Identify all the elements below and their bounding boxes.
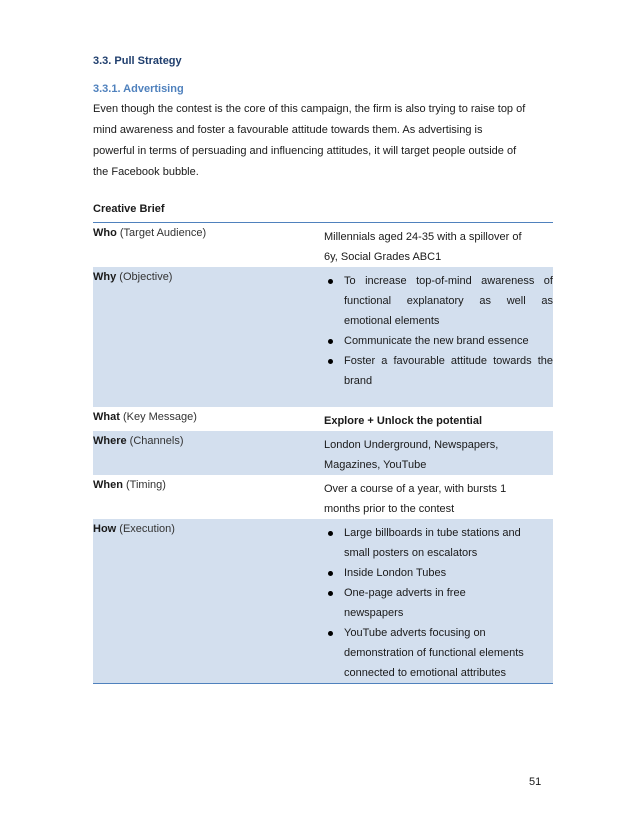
bullet-icon <box>328 571 333 576</box>
table-row <box>93 223 553 268</box>
list-item <box>324 331 553 351</box>
bullet-list <box>324 523 553 683</box>
bullet-icon <box>328 279 333 284</box>
row-value <box>318 223 553 268</box>
row-value <box>318 519 553 684</box>
list-item <box>324 351 553 391</box>
paragraph-line: the Facebook bubble. <box>93 166 199 178</box>
list-item <box>324 563 525 583</box>
row-label <box>93 223 318 268</box>
row-label <box>93 407 318 431</box>
bullet-list <box>324 271 553 391</box>
section-heading: 3.3. Pull Strategy <box>93 55 182 67</box>
paragraph-line: mind awareness and foster a favourable attitude towards them. As advertising is <box>93 124 483 136</box>
value-line: months prior to the contest <box>324 503 455 515</box>
row-label-detail: (Key Message) <box>119 411 197 423</box>
list-item-text: Communicate the new brand essence <box>344 335 529 347</box>
row-label-key: Where <box>93 435 127 447</box>
row-label-key: What <box>93 411 120 423</box>
creative-brief-table <box>93 222 553 684</box>
paragraph-line: Even though the contest is the core of this campaign, the firm is also trying to raise top of <box>93 103 526 115</box>
value-line: Over a course of a year, with bursts 1 <box>324 483 507 495</box>
list-item <box>324 523 525 563</box>
list-item-text: To increase top-of-mind awareness of functional explanatory as well as emotional elements <box>344 275 553 327</box>
value-line: Magazines, YouTube <box>324 459 427 471</box>
row-value <box>318 407 553 431</box>
row-label <box>93 267 318 407</box>
value-line: 6y, Social Grades ABC1 <box>324 251 442 263</box>
row-label-detail: (Target Audience) <box>116 227 207 239</box>
creative-brief-title: Creative Brief <box>93 203 165 215</box>
row-label-key: How <box>93 523 117 535</box>
table-row <box>93 431 553 475</box>
table-row <box>93 267 553 407</box>
value-line: London Underground, Newspapers, <box>324 439 499 451</box>
table-row <box>93 519 553 684</box>
row-value <box>318 431 553 475</box>
row-label-detail: (Execution) <box>116 523 175 535</box>
row-label-detail: (Objective) <box>116 271 173 283</box>
list-item <box>324 271 553 331</box>
list-item <box>324 623 525 683</box>
key-message: Explore + Unlock the potential <box>324 415 483 427</box>
list-item-text: YouTube adverts focusing on demonstration of functional elements connected to emotional attributes <box>344 627 524 679</box>
body-paragraph <box>93 99 553 183</box>
list-item-text: One-page adverts in free newspapers <box>344 587 466 619</box>
bullet-icon <box>328 531 333 536</box>
list-item-text: Large billboards in tube stations and small posters on escalators <box>344 527 521 559</box>
row-value <box>318 475 553 519</box>
row-label <box>93 431 318 475</box>
subsection-heading: 3.3.1. Advertising <box>93 83 184 95</box>
row-label <box>93 475 318 519</box>
row-label-key: When <box>93 479 123 491</box>
bullet-icon <box>328 631 333 636</box>
bullet-icon <box>328 339 333 344</box>
table-row <box>93 475 553 519</box>
list-item-text: Foster a favourable attitude towards the brand <box>344 355 553 387</box>
row-label <box>93 519 318 684</box>
row-label-key: Why <box>93 271 117 283</box>
page-number: 51 <box>529 776 542 788</box>
row-label-detail: (Timing) <box>122 479 166 491</box>
row-label-detail: (Channels) <box>126 435 184 447</box>
row-label-key: Who <box>93 227 117 239</box>
list-item-text: Inside London Tubes <box>344 567 447 579</box>
value-line: Millennials aged 24-35 with a spillover of <box>324 231 522 243</box>
paragraph-line: powerful in terms of persuading and influencing attitudes, it will target people outside of <box>93 145 517 157</box>
row-value <box>318 267 553 407</box>
table-row <box>93 407 553 431</box>
bullet-icon <box>328 591 333 596</box>
bullet-icon <box>328 359 333 364</box>
list-item <box>324 583 525 623</box>
